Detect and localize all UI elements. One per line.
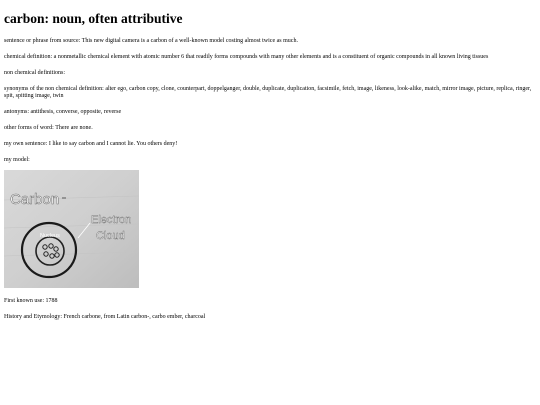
page-title: carbon: noun, often attributive bbox=[4, 11, 183, 26]
cloud-label-line1: Electron bbox=[91, 214, 132, 226]
chemical-definition: chemical definition: a nonmetallic chemical element with atomic number 6 that readily forms compounds with many other elements and is a constituent of organic compounds in all known living tissues bbox=[4, 54, 489, 60]
antonyms: antonyms: antithesis, converse, opposite, reverse bbox=[4, 109, 122, 115]
other-forms: other forms of word: There are none. bbox=[4, 125, 93, 131]
source-sentence: sentence or phrase from source: This new digital camera is a carbon of a well-known model costing almost twice as much. bbox=[4, 38, 298, 44]
model-label: my model: bbox=[4, 157, 30, 163]
nucleus-label: Nucleus bbox=[40, 233, 60, 239]
first-known-use: First known use: 1788 bbox=[4, 298, 58, 304]
cloud-label-line2: Cloud bbox=[96, 230, 125, 242]
drawing-title: Carbon bbox=[10, 191, 60, 208]
etymology: History and Etymology: French carbone, from Latin carbon-, carbo ember, charcoal bbox=[4, 314, 206, 320]
own-sentence: my own sentence: I like to say carbon and I cannot lie. You others deny! bbox=[4, 141, 178, 147]
carbon-model-drawing bbox=[4, 170, 139, 288]
synonyms: synonyms of the non chemical definition: alter ego, carbon copy, clone, counterpart, doppelganger, double, duplicate, duplication, facsimile, fetch, image, likeness, look-alike, match, mirror image, picture, replica, ringer, spit, spitting image, twin bbox=[4, 86, 532, 99]
non-chemical-definitions-label: non chemical definitions: bbox=[4, 70, 65, 76]
paper-background bbox=[4, 170, 139, 288]
